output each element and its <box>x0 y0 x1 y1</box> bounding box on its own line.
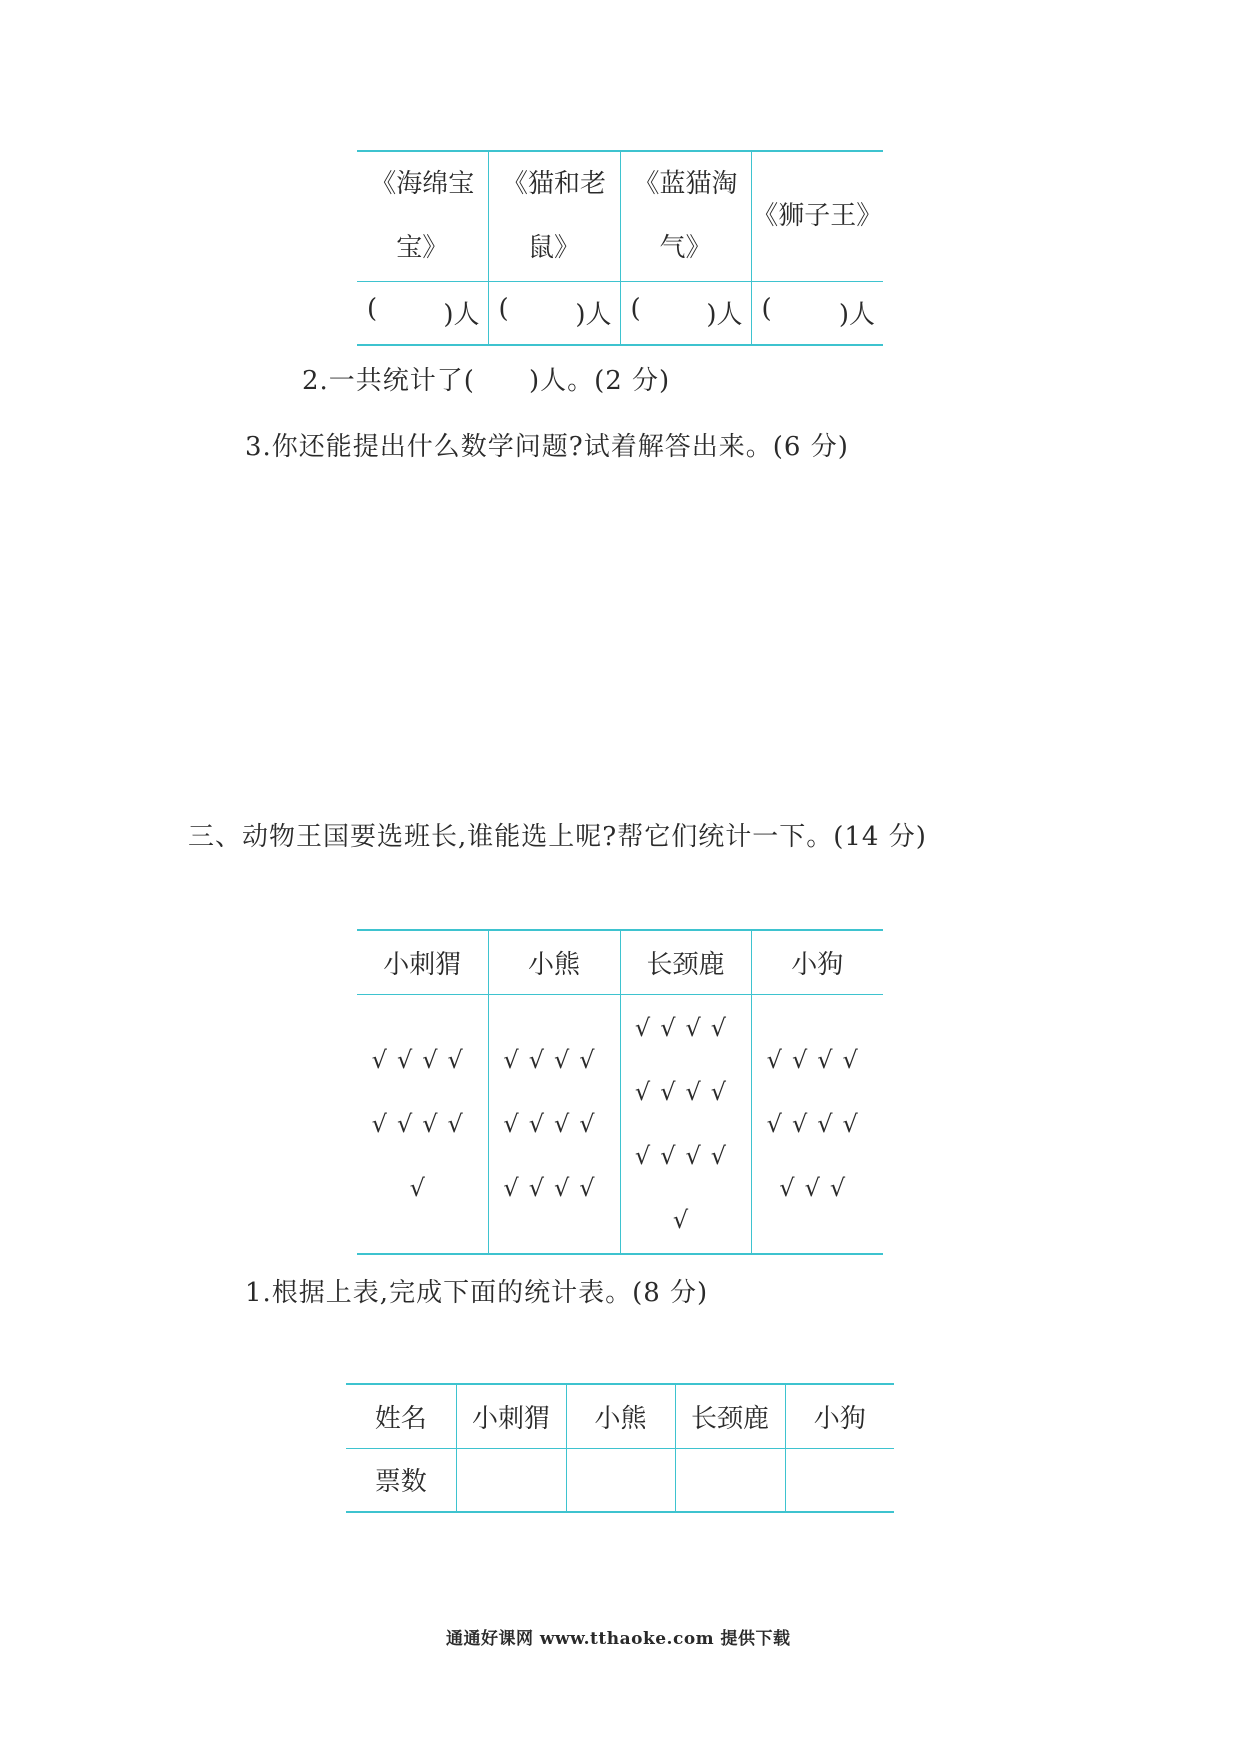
check-line: √√√√ <box>766 1109 868 1138</box>
check-line: √√√√ <box>371 1109 473 1138</box>
stat-header: 小熊 <box>566 1384 675 1448</box>
stat-header: 小刺猬 <box>456 1384 566 1448</box>
vote-table <box>357 929 883 1255</box>
show-line: 《蓝猫淘 <box>633 169 738 200</box>
show-line: 《海绵宝 <box>370 169 475 200</box>
vote-header: 长颈鹿 <box>620 930 751 994</box>
show-line: 宝》 <box>396 233 449 264</box>
show-line: 气》 <box>659 233 712 264</box>
footer-text: 通通好课网 www.tthaoke.com 提供下载 <box>446 1629 791 1649</box>
vote-checks <box>751 994 883 1254</box>
check-line: √√√√ <box>634 1013 737 1042</box>
paren-close: )人 <box>706 300 743 331</box>
check-line: √√√√ <box>503 1109 605 1138</box>
question-1: 1.根据上表,完成下面的统计表。(8 分) <box>245 1278 709 1308</box>
show-cell <box>488 151 620 281</box>
vote-checks <box>488 994 620 1254</box>
check-line: √√√√ <box>766 1045 868 1074</box>
vote-checks <box>620 994 751 1254</box>
check-line: √√√√ <box>371 1045 473 1074</box>
check-line: √ <box>409 1173 435 1202</box>
paren-close: )人 <box>443 300 480 331</box>
paren-close: )人 <box>575 300 612 331</box>
paren-open: ( <box>498 294 509 325</box>
tv-show-table <box>357 150 883 346</box>
show-cell <box>620 151 751 281</box>
vote-header: 小狗 <box>751 930 883 994</box>
stat-header-label: 姓名 <box>346 1384 456 1448</box>
vote-count-input[interactable] <box>675 1448 785 1512</box>
stat-header: 小狗 <box>785 1384 894 1448</box>
count-cell[interactable] <box>620 281 751 345</box>
show-line: 鼠》 <box>527 233 580 264</box>
vote-checks <box>357 994 488 1254</box>
vote-header: 小熊 <box>488 930 620 994</box>
check-line: √√√ <box>779 1173 856 1202</box>
show-line: 《狮子王》 <box>752 201 883 232</box>
show-cell <box>357 151 488 281</box>
paren-open: ( <box>761 294 772 325</box>
show-cell <box>751 151 883 281</box>
section-3-title: 三、动物王国要选班长,谁能选上呢?帮它们统计一下。(14 分) <box>188 822 927 852</box>
check-line: √√√√ <box>503 1173 605 1202</box>
count-cell[interactable] <box>751 281 883 345</box>
paren-close: )人 <box>838 300 875 331</box>
count-cell[interactable] <box>357 281 488 345</box>
show-line: 《猫和老 <box>501 169 606 200</box>
question-3: 3.你还能提出什么数学问题?试着解答出来。(6 分) <box>245 432 849 462</box>
stat-row-label: 票数 <box>346 1448 456 1512</box>
check-line: √ <box>672 1205 699 1234</box>
paren-open: ( <box>630 294 641 325</box>
vote-count-input[interactable] <box>566 1448 675 1512</box>
count-cell[interactable] <box>488 281 620 345</box>
check-line: √√√√ <box>503 1045 605 1074</box>
vote-count-input[interactable] <box>785 1448 894 1512</box>
question-2: 2.一共统计了( )人。(2 分) <box>302 366 671 396</box>
check-line: √√√√ <box>634 1077 737 1106</box>
vote-header: 小刺猬 <box>357 930 488 994</box>
stat-header: 长颈鹿 <box>675 1384 785 1448</box>
stat-table <box>346 1383 894 1513</box>
check-line: √√√√ <box>634 1141 737 1170</box>
vote-count-input[interactable] <box>456 1448 566 1512</box>
paren-open: ( <box>367 294 378 325</box>
